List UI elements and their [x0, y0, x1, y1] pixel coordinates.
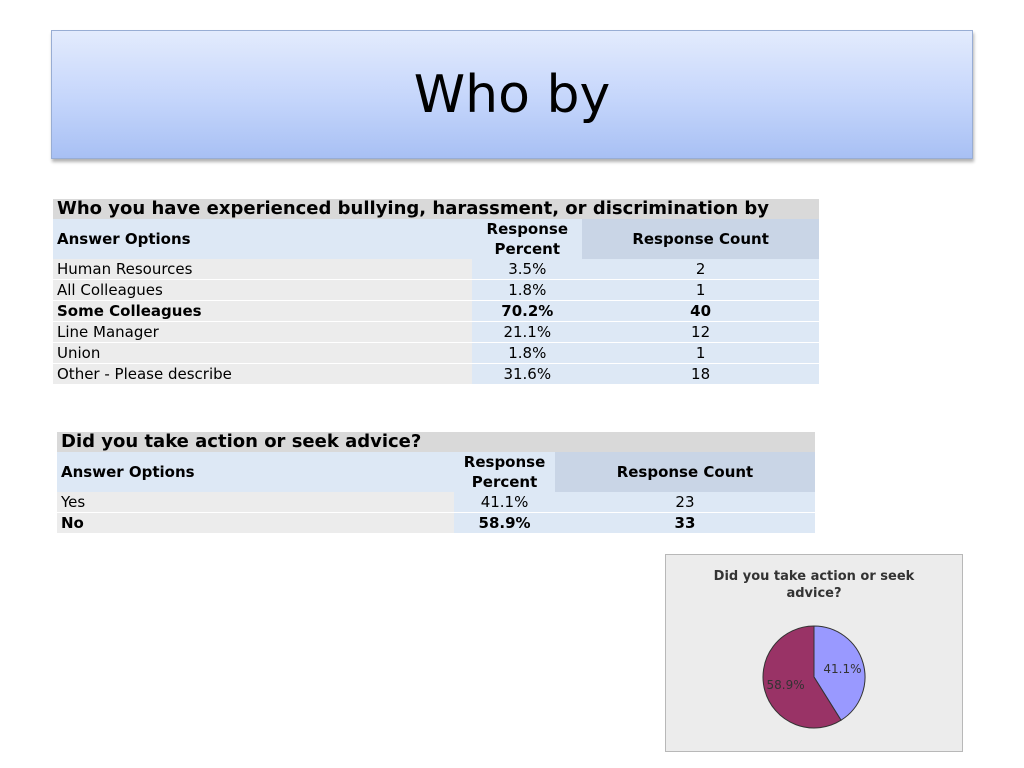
chart-title-line: advice? — [786, 586, 842, 601]
table-title: Who you have experienced bullying, harassment, or discrimination by — [53, 199, 819, 219]
response-count: 18 — [582, 364, 819, 385]
answer-option: No — [57, 513, 454, 534]
header-response-percent: Response Percent — [454, 452, 555, 492]
pie-label-yes: 41.1% — [823, 661, 862, 676]
answer-option: All Colleagues — [53, 280, 472, 301]
header-answer-options: Answer Options — [57, 452, 454, 492]
response-count: 2 — [582, 259, 819, 280]
pie-chart-box — [665, 554, 963, 752]
table-row — [53, 322, 819, 343]
response-percent: 58.9% — [454, 513, 555, 534]
response-percent: 41.1% — [454, 492, 555, 513]
answer-option: Line Manager — [53, 322, 472, 343]
response-percent: 31.6% — [472, 364, 582, 385]
header-response-percent: Response Percent — [472, 219, 582, 259]
response-count: 1 — [582, 280, 819, 301]
answer-option: Union — [53, 343, 472, 364]
response-count: 33 — [555, 513, 815, 534]
response-percent: 3.5% — [472, 259, 582, 280]
response-percent: 1.8% — [472, 280, 582, 301]
table-row — [53, 259, 819, 280]
table-row — [53, 280, 819, 301]
table-row — [53, 301, 819, 322]
pie-chart — [666, 555, 962, 751]
response-count: 12 — [582, 322, 819, 343]
response-count: 40 — [582, 301, 819, 322]
response-percent: 70.2% — [472, 301, 582, 322]
response-percent: 1.8% — [472, 343, 582, 364]
answer-option: Some Colleagues — [53, 301, 472, 322]
chart-title — [714, 569, 915, 601]
header-response-count: Response Count — [582, 219, 819, 259]
survey-table-who-by — [53, 199, 819, 385]
header-answer-options: Answer Options — [53, 219, 472, 259]
header-response-count: Response Count — [555, 452, 815, 492]
table-title: Did you take action or seek advice? — [57, 432, 815, 452]
response-count: 1 — [582, 343, 819, 364]
answer-option: Human Resources — [53, 259, 472, 280]
response-percent: 21.1% — [472, 322, 582, 343]
answer-option: Other - Please describe — [53, 364, 472, 385]
slide-title-box — [51, 30, 973, 159]
answer-option: Yes — [57, 492, 454, 513]
table-row — [57, 513, 815, 534]
table-row — [53, 364, 819, 385]
response-count: 23 — [555, 492, 815, 513]
survey-table-action-advice — [57, 432, 815, 534]
pie-label-no: 58.9% — [766, 678, 805, 693]
table-row — [57, 492, 815, 513]
chart-title-line: Did you take action or seek — [713, 569, 915, 584]
table-row — [53, 343, 819, 364]
slide-title: Who by — [413, 64, 611, 125]
